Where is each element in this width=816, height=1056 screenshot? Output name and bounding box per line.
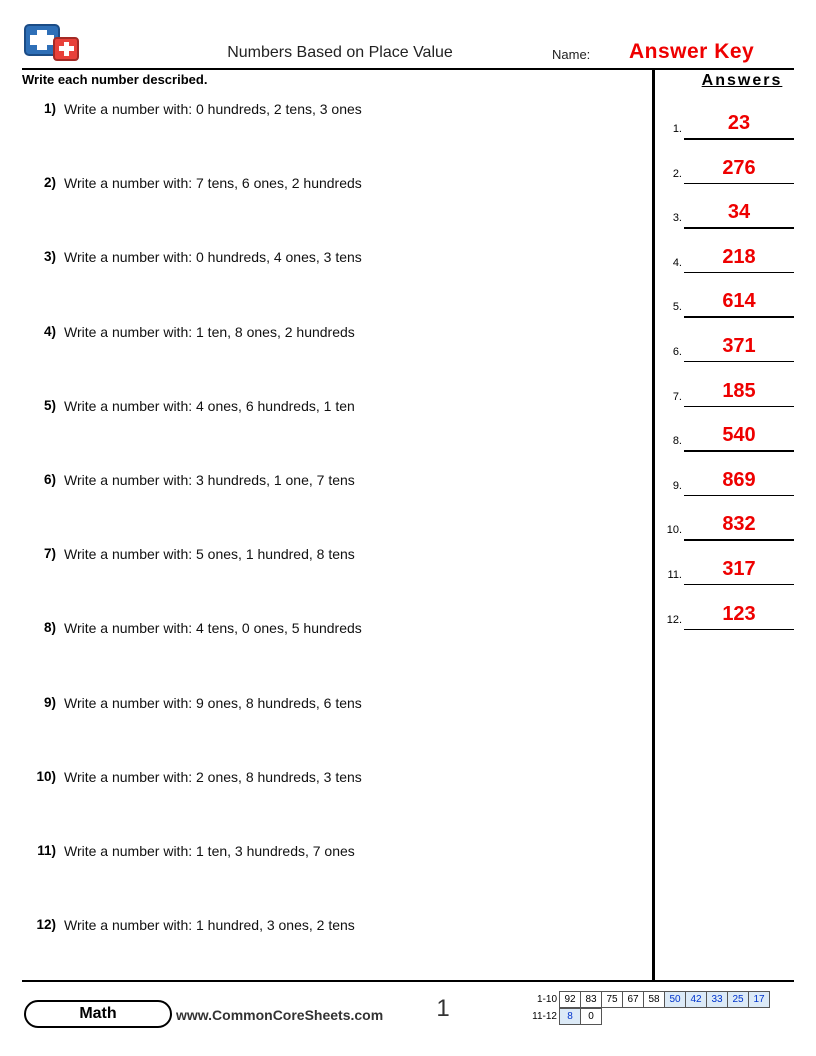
answer-line [684, 539, 794, 541]
score-cell: 83 [580, 991, 602, 1008]
score-cell: 75 [601, 991, 623, 1008]
score-cell: 8 [559, 1008, 581, 1025]
score-cell: 0 [580, 1008, 602, 1025]
answer-row [658, 556, 803, 601]
answer-number: 1. [672, 123, 682, 135]
answer-row [658, 333, 803, 378]
problem-item [22, 395, 632, 469]
problem-item [22, 840, 632, 914]
problem-number: 7) [43, 546, 56, 562]
answer-number: 10. [666, 524, 682, 537]
answer-row [658, 511, 803, 556]
answer-number: 5. [672, 301, 682, 314]
score-cell: 67 [622, 991, 644, 1008]
answer-value: 23 [727, 112, 751, 134]
answer-key-badge: Answer Key [629, 40, 755, 63]
answer-number: 8. [672, 435, 682, 448]
score-cell: 92 [559, 991, 581, 1008]
answer-row [658, 110, 803, 155]
answer-value: 34 [727, 201, 751, 224]
score-range: 1-10 [536, 994, 557, 1005]
answer-value: 832 [722, 513, 756, 536]
problem-text: Write a number with: 2 ones, 8 hundreds, 3 tens [64, 768, 362, 785]
answer-line [684, 629, 794, 631]
answers-column-divider [652, 68, 655, 980]
answer-number: 3. [672, 212, 682, 225]
score-cell: 58 [643, 991, 665, 1008]
site-url: www.CommonCoreSheets.com [176, 1007, 384, 1023]
problem-item [22, 692, 632, 766]
subject-label: Math [79, 1005, 117, 1022]
problem-text: Write a number with: 1 hundred, 3 ones, 2 tens [64, 917, 355, 934]
answer-value: 276 [722, 156, 756, 179]
problem-number: 11) [37, 842, 56, 858]
answer-line [684, 316, 794, 318]
subject-badge [24, 1000, 172, 1028]
answer-number: 6. [672, 345, 682, 358]
answer-number: 4. [672, 256, 682, 269]
answer-row [658, 199, 803, 244]
problem-text: Write a number with: 1 ten, 3 hundreds, 7 ones [64, 842, 355, 859]
problem-list [22, 98, 632, 988]
problem-number: 3) [43, 249, 56, 265]
score-cell: 17 [748, 991, 770, 1008]
answer-line [684, 584, 794, 586]
page-number: 1 [436, 995, 450, 1022]
answer-value: 614 [722, 290, 756, 313]
answer-line [684, 227, 794, 229]
answer-value: 540 [722, 424, 756, 447]
problem-number: 2) [43, 175, 56, 191]
answer-row [658, 378, 803, 423]
problem-text: Write a number with: 1 ten, 8 ones, 2 hundreds [64, 323, 355, 340]
page-header [0, 0, 816, 68]
answer-row [658, 288, 803, 333]
problem-text: Write a number with: 4 tens, 0 ones, 5 hundreds [64, 620, 362, 637]
problem-number: 5) [43, 397, 56, 413]
score-row [528, 991, 770, 1008]
math-plus-logo-icon [24, 24, 82, 62]
answer-line [684, 450, 794, 452]
problem-number: 8) [43, 620, 56, 636]
answer-line [684, 138, 794, 140]
problem-item [22, 469, 632, 543]
problem-text: Write a number with: 7 tens, 6 ones, 2 hundreds [64, 175, 362, 192]
problem-number: 4) [43, 323, 56, 339]
answer-number: 11. [667, 568, 682, 581]
answer-value: 185 [722, 379, 756, 402]
answer-line [684, 272, 794, 274]
problem-text: Write a number with: 5 ones, 1 hundred, 8 tens [64, 546, 355, 563]
answers-heading: Answers [701, 72, 783, 89]
answer-number: 9. [672, 479, 682, 492]
score-range: 11-12 [532, 1011, 557, 1022]
problem-item [22, 98, 632, 172]
problem-text: Write a number with: 3 hundreds, 1 one, 7 tens [64, 471, 355, 488]
problem-text: Write a number with: 4 ones, 6 hundreds, 1 ten [64, 397, 355, 414]
problem-number: 9) [43, 694, 56, 710]
name-label: Name: [552, 47, 591, 62]
answer-line [684, 183, 794, 185]
instructions-text: Write each number described. [22, 72, 208, 87]
score-cell: 33 [706, 991, 728, 1008]
problem-item [22, 766, 632, 840]
problem-item [22, 321, 632, 395]
problem-number: 6) [43, 471, 56, 487]
problem-text: Write a number with: 0 hundreds, 4 ones, 3 tens [64, 249, 362, 266]
answer-value: 317 [722, 557, 756, 580]
problem-text: Write a number with: 9 ones, 8 hundreds, 6 tens [64, 694, 362, 711]
answer-row [658, 601, 803, 646]
answer-line [684, 361, 794, 363]
problem-item [22, 172, 632, 246]
score-cell: 25 [727, 991, 749, 1008]
answers-list [658, 110, 803, 645]
problem-item [22, 914, 632, 988]
problem-text: Write a number with: 0 hundreds, 2 tens, 3 ones [64, 101, 362, 117]
answer-row [658, 244, 803, 289]
answer-line [684, 406, 794, 408]
score-row [528, 1008, 770, 1025]
answer-line [684, 495, 794, 497]
answer-value: 869 [722, 468, 756, 491]
score-grid [528, 991, 770, 1025]
header-divider [22, 68, 794, 70]
problem-number: 12) [36, 917, 56, 933]
answer-row [658, 422, 803, 467]
answer-value: 218 [722, 245, 756, 268]
page-title: Numbers Based on Place Value [227, 44, 453, 61]
problem-number: 10) [36, 768, 56, 784]
answer-value: 123 [722, 602, 756, 625]
answer-row [658, 467, 803, 512]
score-cell: 50 [664, 991, 686, 1008]
answer-row [658, 155, 803, 200]
footer-divider [22, 980, 794, 982]
problem-item [22, 617, 632, 691]
problem-number: 1) [43, 101, 56, 116]
problem-item [22, 246, 632, 320]
answer-number: 7. [672, 390, 682, 403]
answer-number: 2. [672, 167, 682, 180]
problem-item [22, 543, 632, 617]
answer-number: 12. [666, 613, 682, 626]
score-cell: 42 [685, 991, 707, 1008]
answer-value: 371 [722, 334, 756, 357]
